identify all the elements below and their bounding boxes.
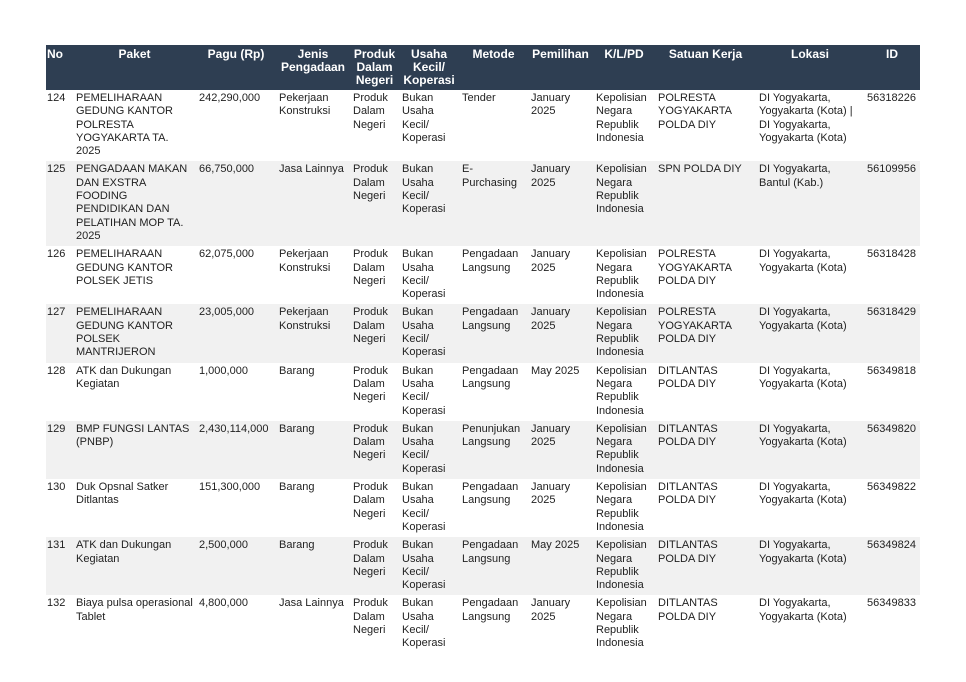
cell-ukm: Bukan Usaha Kecil/ Koperasi	[399, 421, 459, 479]
cell-id: 56349824	[864, 537, 920, 595]
cell-satker: SPN POLDA DIY	[655, 161, 756, 246]
cell-lokasi: DI Yogyakarta, Yogyakarta (Kota)	[759, 481, 847, 507]
col-header-pdn: Produk Dalam Negeri	[350, 45, 399, 90]
cell-metode: Pengadaan Langsung	[462, 248, 519, 274]
cell-pemilihan: May 2025	[531, 364, 580, 377]
table-row	[46, 363, 920, 421]
cell-klpd: Kepolisian Negara Republik Indonesia	[596, 597, 647, 650]
cell-ukm: Bukan Usaha Kecil/ Koperasi	[402, 364, 446, 417]
cell-pagu: 23,005,000	[196, 304, 276, 362]
cell-id: 56349833	[867, 597, 916, 610]
cell-jenis: Jasa Lainnya	[279, 597, 344, 610]
cell-no: 130	[47, 481, 66, 494]
cell-pemilihan: January 2025	[528, 161, 593, 246]
cell-pdn: Produk Dalam Negeri	[353, 364, 388, 404]
col-header-satker: Satuan Kerja	[655, 45, 756, 90]
cell-metode: Pengadaan Langsung	[459, 304, 528, 362]
procurement-table	[46, 45, 920, 654]
cell-paket: PEMELIHARAAN GEDUNG KANTOR POLRESTA YOGYAKARTA TA. 2025	[76, 92, 173, 158]
cell-satker: POLRESTA YOGYAKARTA POLDA DIY	[658, 92, 732, 131]
cell-pagu: 242,290,000	[199, 92, 261, 104]
cell-pagu: 1,000,000	[199, 364, 248, 377]
cell-no: 124	[47, 92, 66, 104]
cell-pagu: 4,800,000	[199, 597, 248, 610]
cell-lokasi: DI Yogyakarta, Yogyakarta (Kota)	[756, 421, 864, 479]
table-row	[46, 479, 920, 537]
cell-metode: Pengadaan Langsung	[459, 537, 528, 595]
cell-paket: ATK dan Dukungan Kegiatan	[73, 537, 196, 595]
cell-pagu: 66,750,000	[196, 161, 276, 246]
cell-pdn: Produk Dalam Negeri	[353, 92, 388, 131]
cell-pdn: Produk Dalam Negeri	[350, 161, 399, 246]
cell-no: 126	[47, 248, 66, 261]
cell-pdn: Produk Dalam Negeri	[353, 597, 388, 636]
cell-pdn: Produk Dalam Negeri	[353, 248, 388, 287]
cell-paket: PEMELIHARAAN GEDUNG KANTOR POLSEK MANTRIJERON	[73, 304, 196, 362]
cell-metode: Pengadaan Langsung	[462, 364, 519, 390]
cell-no: 131	[46, 537, 73, 595]
cell-metode: Penunjukan Langsung	[459, 421, 528, 479]
cell-jenis: Pekerjaan Konstruksi	[279, 92, 331, 118]
cell-ukm: Bukan Usaha Kecil/ Koperasi	[402, 597, 446, 650]
cell-pemilihan: May 2025	[528, 537, 593, 595]
cell-jenis: Barang	[276, 537, 350, 595]
cell-klpd: Kepolisian Negara Republik Indonesia	[593, 421, 655, 479]
cell-klpd: Kepolisian Negara Republik Indonesia	[596, 481, 647, 533]
cell-lokasi: DI Yogyakarta, Yogyakarta (Kota)	[759, 597, 847, 623]
cell-metode: Tender	[462, 92, 496, 104]
cell-satker: DITLANTAS POLDA DIY	[658, 364, 718, 390]
cell-satker: POLRESTA YOGYAKARTA POLDA DIY	[655, 304, 756, 362]
cell-pagu: 2,430,114,000	[196, 421, 276, 479]
table-header	[46, 45, 920, 90]
cell-ukm: Bukan Usaha Kecil/ Koperasi	[399, 537, 459, 595]
table-row	[46, 421, 920, 479]
col-header-ukm: Usaha Kecil/ Koperasi	[399, 45, 459, 90]
cell-metode: Pengadaan Langsung	[462, 481, 519, 507]
cell-klpd: Kepolisian Negara Republik Indonesia	[596, 248, 647, 301]
col-header-klpd: K/L/PD	[593, 45, 655, 90]
table-row	[46, 595, 920, 653]
cell-ukm: Bukan Usaha Kecil/ Koperasi	[402, 92, 446, 144]
cell-pdn: Produk Dalam Negeri	[350, 421, 399, 479]
cell-pemilihan: January 2025	[531, 248, 571, 274]
table-row	[46, 161, 920, 246]
table-body	[46, 90, 920, 654]
cell-jenis: Barang	[279, 481, 315, 494]
cell-klpd: Kepolisian Negara Republik Indonesia	[593, 304, 655, 362]
col-header-no: No	[46, 45, 73, 90]
cell-id: 56349822	[867, 481, 916, 494]
cell-pdn: Produk Dalam Negeri	[353, 481, 388, 520]
col-header-lokasi: Lokasi	[756, 45, 864, 90]
col-header-id: ID	[864, 45, 920, 90]
cell-klpd: Kepolisian Negara Republik Indonesia	[593, 537, 655, 595]
cell-metode: E-Purchasing	[459, 161, 528, 246]
cell-ukm: Bukan Usaha Kecil/ Koperasi	[399, 161, 459, 246]
cell-id: 56349818	[867, 364, 916, 377]
col-header-pagu: Pagu (Rp)	[196, 45, 276, 90]
cell-pemilihan: January 2025	[531, 597, 571, 623]
cell-no: 128	[47, 364, 66, 377]
cell-ukm: Bukan Usaha Kecil/ Koperasi	[402, 481, 446, 533]
cell-jenis: Pekerjaan Konstruksi	[276, 304, 350, 362]
cell-id: 56109956	[864, 161, 920, 246]
cell-jenis: Barang	[276, 421, 350, 479]
cell-lokasi: DI Yogyakarta, Yogyakarta (Kota)	[759, 248, 847, 274]
cell-no: 129	[46, 421, 73, 479]
cell-no: 132	[47, 597, 66, 610]
cell-pemilihan: January 2025	[528, 421, 593, 479]
cell-pdn: Produk Dalam Negeri	[350, 304, 399, 362]
cell-jenis: Jasa Lainnya	[276, 161, 350, 246]
cell-klpd: Kepolisian Negara Republik Indonesia	[593, 161, 655, 246]
cell-satker: DITLANTAS POLDA DIY	[658, 481, 718, 507]
cell-id: 56318429	[864, 304, 920, 362]
cell-pemilihan: January 2025	[531, 481, 571, 507]
cell-pemilihan: January 2025	[531, 92, 571, 118]
col-header-metode: Metode	[459, 45, 528, 90]
cell-paket: PENGADAAN MAKAN DAN EXSTRA FOODING PENDIDIKAN DAN PELATIHAN MOP TA. 2025	[73, 161, 196, 246]
cell-id: 56318226	[867, 92, 916, 104]
cell-satker: DITLANTAS POLDA DIY	[655, 537, 756, 595]
col-header-paket: Paket	[73, 45, 196, 90]
cell-metode: Pengadaan Langsung	[462, 597, 519, 623]
table-row	[46, 90, 920, 161]
cell-satker: DITLANTAS POLDA DIY	[655, 421, 756, 479]
cell-jenis: Pekerjaan Konstruksi	[279, 248, 331, 274]
cell-no: 125	[46, 161, 73, 246]
cell-jenis: Barang	[279, 364, 315, 377]
cell-klpd: Kepolisian Negara Republik Indonesia	[596, 92, 647, 144]
cell-lokasi: DI Yogyakarta, Yogyakarta (Kota)	[756, 537, 864, 595]
cell-pagu: 62,075,000	[199, 248, 255, 261]
cell-id: 56349820	[864, 421, 920, 479]
cell-paket: ATK dan Dukungan Kegiatan	[76, 364, 172, 390]
cell-lokasi: DI Yogyakarta, Yogyakarta (Kota)	[756, 304, 864, 362]
cell-pagu: 151,300,000	[199, 481, 261, 494]
table-row	[46, 537, 920, 595]
cell-lokasi: DI Yogyakarta, Yogyakarta (Kota) | DI Yogyakarta, Yogyakarta (Kota)	[759, 92, 853, 144]
cell-ukm: Bukan Usaha Kecil/ Koperasi	[399, 304, 459, 362]
cell-satker: DITLANTAS POLDA DIY	[658, 597, 718, 623]
table-row	[46, 246, 920, 304]
cell-satker: POLRESTA YOGYAKARTA POLDA DIY	[658, 248, 732, 287]
cell-paket: BMP FUNGSI LANTAS (PNBP)	[73, 421, 196, 479]
cell-lokasi: DI Yogyakarta, Bantul (Kab.)	[756, 161, 864, 246]
cell-paket: Duk Opsnal Satker Ditlantas	[76, 481, 169, 507]
cell-paket: Biaya pulsa operasional Tablet	[76, 597, 193, 623]
col-header-jenis: Jenis Pengadaan	[276, 45, 350, 90]
cell-id: 56318428	[867, 248, 916, 261]
cell-pemilihan: January 2025	[528, 304, 593, 362]
cell-ukm: Bukan Usaha Kecil/ Koperasi	[402, 248, 446, 301]
cell-pagu: 2,500,000	[196, 537, 276, 595]
cell-paket: PEMELIHARAAN GEDUNG KANTOR POLSEK JETIS	[76, 248, 173, 287]
col-header-pemilihan: Pemilihan	[528, 45, 593, 90]
cell-pdn: Produk Dalam Negeri	[350, 537, 399, 595]
table-row	[46, 304, 920, 362]
cell-lokasi: DI Yogyakarta, Yogyakarta (Kota)	[759, 364, 847, 390]
cell-no: 127	[46, 304, 73, 362]
cell-klpd: Kepolisian Negara Republik Indonesia	[596, 364, 647, 417]
